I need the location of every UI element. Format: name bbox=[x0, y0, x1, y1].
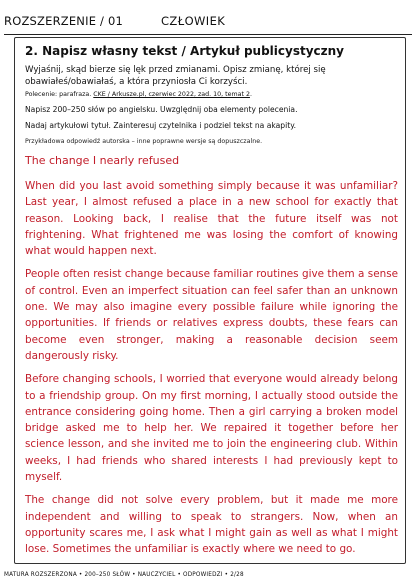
word-count-requirement: Napisz 200–250 słów po angielsku. Uwzględnij oba elementy polecenia. bbox=[25, 105, 298, 114]
model-answer-note: Przykładowa odpowiedź autorska – inne poprawne wersje są dopuszczalne. bbox=[25, 138, 263, 145]
essay-paragraph: Before changing schools, I worried that everyone would already belong to a friendship group. On my first morning, I actually stood outside the entrance considering going home. Then a girl carrying a broken model bridge asked me to help her. We repaired it together before her science lesson, and she invited me to join the engineering club. Within weeks, I had friends who shared interests I had previously kept to myself. bbox=[25, 373, 398, 484]
essay-paragraph: People often resist change because familiar routines give them a sense of control. Even an imperfect situation can feel safer than an unknown one. We may also imagine every possible failure while ignoring the opportunities. If friends or relatives express doubts, these fears can become even stronger, making a reasonable decision seem dangerously risky. bbox=[25, 268, 398, 362]
title-requirement: Nadaj artykułowi tytuł. Zainteresuj czytelnika i podziel tekst na akapity. bbox=[25, 121, 297, 130]
source-link[interactable]: CKE / Arkusze.pl, czerwiec 2022, zad. 10, temat 2 bbox=[93, 91, 250, 98]
page-footer: MATURA ROZSZERZONA • 200–250 SŁÓW • NAUCZYCIEL • ODPOWIEDZI • 2/28 bbox=[4, 572, 244, 578]
task-title: 2. Napisz własny tekst / Artykuł publicystyczny bbox=[25, 44, 344, 58]
task-card bbox=[14, 37, 406, 564]
page-header bbox=[4, 4, 412, 34]
task-source bbox=[25, 91, 252, 98]
essay-paragraph: The change did not solve every problem, but it made me more independent and willing to speak to strangers. Now, when an opportunity scares me, I ask what I might gain as well as what I might lose. Sometimes the unfamiliar is exactly where we need to go. bbox=[25, 494, 398, 556]
task-instruction: Wyjaśnij, skąd bierze się lęk przed zmianami. Opisz zmianę, której się obawiałeś/obawiałaś, a która przyniosła Ci korzyści. bbox=[25, 65, 326, 87]
essay-paragraph: When did you last avoid something simply because it was unfamiliar? Last year, I almost refused a place in a new school for exactly that reason. Looking back, I realise that the future itself was not frightening. What frightened me was losing the comfort of knowing what would happen next. bbox=[25, 180, 398, 258]
section-label: ROZSZERZENIE / 01 bbox=[4, 14, 123, 28]
essay-title: The change I nearly refused bbox=[25, 154, 180, 167]
header-divider bbox=[4, 34, 412, 35]
topic-label: CZŁOWIEK bbox=[161, 14, 226, 28]
source-end: . bbox=[249, 91, 252, 98]
model-essay bbox=[25, 153, 398, 565]
source-label: Polecenie: parafraza. bbox=[25, 91, 92, 98]
